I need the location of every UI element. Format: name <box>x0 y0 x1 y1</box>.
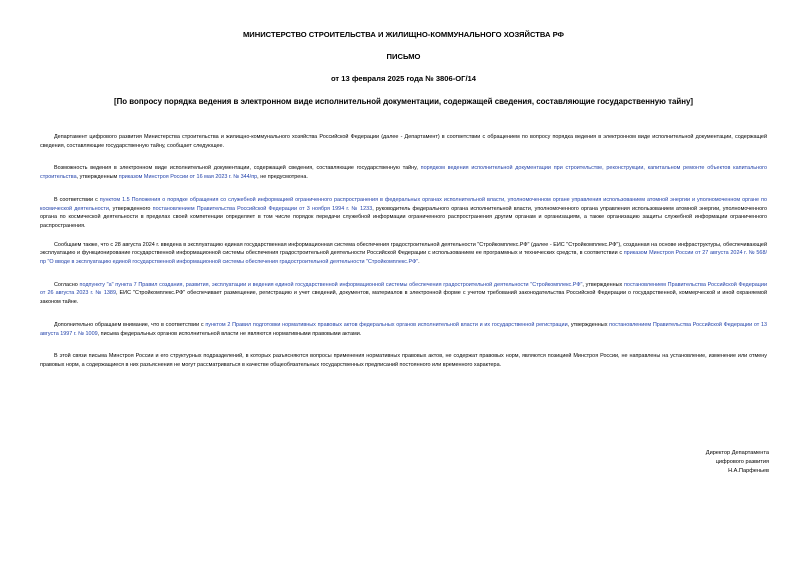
link-rules-clause-2[interactable]: пунктом 2 Правил подготовки нормативных правовых актов федеральных органов исполнительной власти и их государственной регистрации <box>205 321 568 328</box>
link-procedure-executive-documentation[interactable]: порядком ведения исполнительной документации при строительстве, реконструкции, капитальном ремонте объектов капитального строительства <box>40 165 767 181</box>
ministry-title: МИНИСТЕРСТВО СТРОИТЕЛЬСТВА И ЖИЛИЩНО-КОММУНАЛЬНОГО ХОЗЯЙСТВА РФ <box>242 30 565 39</box>
link-rules-clause-7a[interactable]: подпункту "а" пункта 7 Правил создания, развития, эксплуатации и ведения единой государственной информационной системы обеспечения градостроительной деятельности "Стройкомплекс.РФ" <box>79 281 583 288</box>
paragraph-7 <box>40 352 767 369</box>
signature-block <box>706 449 769 476</box>
paragraph-text: , письма федеральных органов исполнительной власти не являются нормативными правовыми актами. <box>97 330 362 337</box>
paragraph-4 <box>40 241 767 267</box>
paragraph-text: , утвержденных <box>567 321 610 328</box>
paragraph-text: В этой связи письма Минстроя России и его структурных подразделений, в которых разъясняются вопросы применения нормативных правовых актов, не содержат правовых норм, являются позицией Минстроя России, не направлены на установление, изменение или отмену правовых норм, а содержащиеся в них разъяснения не могут рассматриваться в качестве общеобязательных государственных предписаний постоянного или временного характера. <box>40 353 767 368</box>
paragraph-1 <box>40 133 767 150</box>
link-resolution-1009[interactable]: постановлением Правительства Российской Федерации от 13 августа 1997 г. № 1009 <box>40 321 768 337</box>
paragraph-text: Дополнительно обращаем внимание, что в соответствии с <box>54 321 206 328</box>
paragraph-text: Сообщаем также, что с 28 августа 2024 г. введена в эксплуатацию единая государственная информационная система обеспечения градостроительной деятельности "Стройкомплекс.РФ" (далее - ЕИС "Стройкомплекс.РФ"), созданная на основе инфраструктуры, обеспечивающей эксплуатацию и функционирование государственной информационной системы обеспечения градостроительной деятельности Российской Федерации с использованием ее программных и технических средств, в соответствии с <box>40 241 767 257</box>
signatory-name: Н.А.Парфеньев <box>728 468 769 474</box>
paragraph-text: Возможность ведения в электронном виде исполнительной документации, содержащей сведения, составляющие государственную тайну, <box>54 165 421 172</box>
paragraph-text: Согласно <box>54 281 80 288</box>
link-order-344[interactable]: приказом Минстроя России от 16 мая 2023 г. № 344/пр <box>118 174 258 181</box>
paragraph-text: Департамент цифрового развития Министерства строительства и жилищно-коммунального хозяйства Российской Федерации (далее - Департамент) в соответствии с обращением по вопросу порядка ведения в электронном виде исполнительной документации, содержащей сведения, составляющие государственную тайну, сообщает следующее. <box>40 134 767 149</box>
document-type: ПИСЬМО <box>386 52 421 61</box>
link-order-568[interactable]: приказом Минстроя России от 27 августа 2024 г. № 568/пр "О вводе в эксплуатацию единой государственной информационной системы обеспечения градостроительной деятельности "Стройкомплекс.РФ" <box>40 250 767 266</box>
paragraph-text: , утвержденного <box>108 205 153 212</box>
paragraph-text: , ЕИС "Стройкомплекс.РФ" обеспечивает размещение, регистрацию и учет сведений, документов, материалов в электронной форме с учетом требований законодательства Российской Федерации о государственной, коммерческой и иной охраняемой законом тайне. <box>40 290 767 306</box>
signatory-department: цифрового развития <box>715 459 769 465</box>
document-date-number: от 13 февраля 2025 года № 3806-ОГ/14 <box>330 74 477 83</box>
paragraph-text: , утвержденным <box>76 174 119 181</box>
link-resolution-1233[interactable]: постановлением Правительства Российской Федерации от 3 ноября 1994 г. № 1233 <box>152 205 373 212</box>
paragraph-5 <box>40 281 767 307</box>
signatory-position: Директор Департамента <box>705 450 769 456</box>
paragraph-2 <box>40 164 767 181</box>
link-resolution-1389[interactable]: постановлением Правительства Российской Федерации от 26 августа 2023 г. № 1389 <box>40 281 767 297</box>
paragraph-text: , руководитель федерального органа исполнительной власти, уполномоченного органа управления использованием атомной энергии, уполномоченного органа по космической деятельности в пределах своей компетенции определяет в том числе порядок передачи служебной информации ограниченного распространения другим органам и организациям, а также организацию защиты служебной информации ограниченного распространения. <box>40 205 767 229</box>
paragraph-3 <box>40 196 767 231</box>
paragraph-text: В соответствии с <box>54 196 100 203</box>
paragraph-6 <box>40 321 767 338</box>
link-regulation-clause-1-5[interactable]: пунктом 1.5 Положения о порядке обращения со служебной информацией ограниченного распространения в федеральных органах исполнительной власти, уполномоченном органе управления использованием атомной энергии и уполномоченном органе по космической деятельности <box>40 196 767 212</box>
paragraph-text: , утвержденных <box>582 281 624 288</box>
paragraph-text: . <box>418 259 420 266</box>
document-subject: [По вопросу порядка ведения в электронном виде исполнительной документации, содержащей сведения, составляющие государственную тайну] <box>114 97 693 106</box>
document-body <box>40 133 767 370</box>
paragraph-text: , не предусмотрена. <box>257 174 308 181</box>
